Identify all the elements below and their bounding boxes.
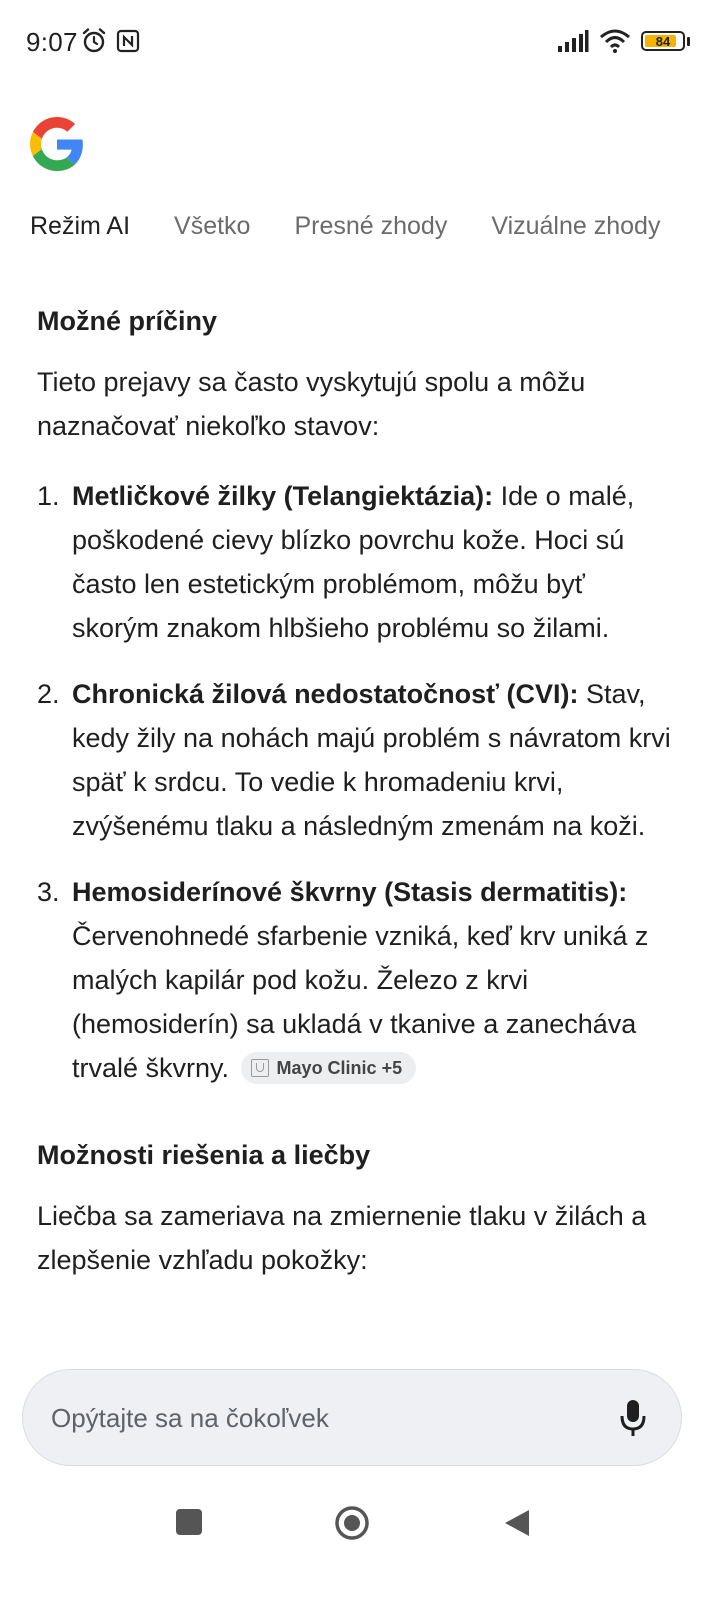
wifi-icon [599,29,631,53]
google-logo[interactable] [30,117,84,171]
section-title-treatment: Možnosti riešenia a liečby [37,1140,371,1170]
list-item-title: Chronická žilová nedostatočnosť (CVI): [72,679,579,709]
list-item-number: 2. [37,679,60,709]
status-left-icons [82,28,140,54]
signal-icon [557,30,589,52]
system-nav-bar [0,1490,720,1560]
tab-visual-matches[interactable]: Vizuálne zhody [491,212,661,240]
status-bar [0,0,720,90]
list-item [37,870,677,1090]
search-mode-tabs [30,212,704,241]
battery-icon [641,31,685,51]
status-right-icons [557,29,690,53]
causes-list [37,474,677,1090]
battery-level: 84 [655,33,671,49]
ai-answer-content [37,300,677,1282]
tab-all[interactable]: Všetko [174,212,251,240]
list-item-title: Metličkové žilky (Telangiektázia): [72,481,494,511]
status-time: 9:07 [26,27,78,57]
ask-input-bar[interactable] [22,1369,682,1466]
list-item [37,474,677,650]
list-item-number: 1. [37,481,60,511]
section-title-causes: Možné príčiny [37,306,218,336]
tab-exact-matches[interactable]: Presné zhody [294,212,448,240]
nfc-icon [116,29,140,53]
list-item-text: Ide o malé, poškodené cievy blízko povrchu kože. Hoci sú často len estetickým problémom, môžu byť skorým znakom hlbšieho problému so žilami. [72,481,635,643]
section-intro-causes: Tieto prejavy sa často vyskytujú spolu a môžu naznačovať niekoľko stavov: [37,367,586,441]
back-triangle-icon[interactable] [503,1508,531,1538]
source-chip-label: Mayo Clinic +5 [276,1057,403,1078]
recents-square-icon[interactable] [175,1508,203,1536]
list-item-number: 3. [37,877,60,907]
microphone-icon[interactable] [619,1398,647,1438]
tab-ai-mode[interactable]: Režim AI [30,212,131,240]
section-intro-treatment: Liečba sa zameriava na zmiernenie tlaku v žilách a zlepšenie vzhľadu pokožky: [37,1201,647,1275]
list-item-title: Hemosiderínové škvrny (Stasis dermatitis): [72,877,628,907]
mayo-clinic-logo-icon [251,1059,269,1077]
alarm-icon [82,28,106,54]
source-chip[interactable] [241,1052,417,1084]
ask-input-placeholder[interactable]: Opýtajte sa na čokoľvek [51,1403,329,1433]
home-circle-icon[interactable] [334,1505,370,1541]
list-item [37,672,677,848]
list-item-text: Stav, kedy žily na nohách majú problém s návratom krvi späť k srdcu. To vedie k hromadeniu krvi, zvýšenému tlaku a následným zmenám na koži. [72,679,671,841]
battery-tip [687,37,690,46]
list-item-text: Červenohnedé sfarbenie vzniká, keď krv uniká z malých kapilár pod kožu. Železo z krvi (hemosiderín) sa ukladá v tkanive a zanecháva trvalé škvrny. [72,921,649,1083]
